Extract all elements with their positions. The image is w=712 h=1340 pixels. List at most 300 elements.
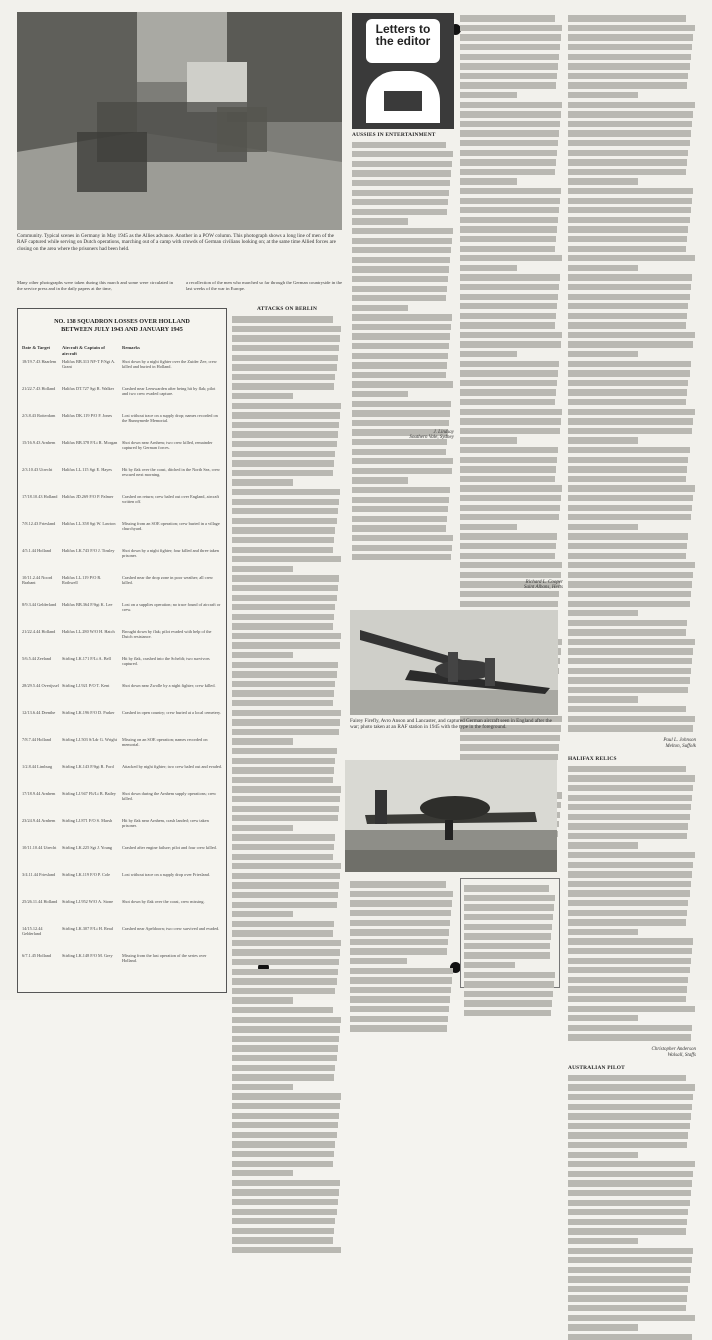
pow-photo-subtext-right: a recollection of the men who marched so far through the German countryside in the last weeks of the war in Europe.	[186, 280, 342, 292]
text-line	[568, 842, 638, 848]
text-line	[350, 968, 453, 974]
text-line	[352, 497, 449, 503]
text-line	[352, 372, 446, 378]
aircraft-photo-bottom	[345, 760, 557, 872]
text-line	[350, 958, 407, 964]
text-line	[460, 562, 562, 568]
text-line	[232, 1237, 333, 1243]
text-line	[352, 391, 408, 397]
text-line	[232, 345, 339, 351]
text-line	[352, 554, 451, 560]
text-line	[568, 938, 693, 944]
text-line	[232, 1132, 337, 1138]
table-cell-aircraft: Stirling LK.171 F/Lt A. Bell	[62, 656, 111, 661]
table-cell-remarks: Missing from the last operation of the series over Holland.	[122, 953, 207, 964]
text-line	[464, 885, 549, 891]
text-line	[460, 543, 556, 549]
text-line	[568, 1161, 695, 1167]
table-cell-date: 2/3.10.43 Utrecht	[22, 467, 53, 472]
text-line	[464, 924, 552, 930]
text-line	[350, 1006, 449, 1012]
text-line	[352, 305, 408, 311]
text-line	[460, 524, 517, 530]
text-line	[568, 361, 691, 367]
text-line	[568, 102, 695, 108]
table-cell-date: 21/22.4.44 Holland	[22, 629, 56, 634]
signature-cooper-name: Richard L. Cooper	[525, 580, 563, 585]
text-line	[460, 34, 561, 40]
text-line	[460, 294, 558, 300]
table-title-line-1: NO. 138 SQUADRON LOSSES OVER HOLLAND	[54, 318, 190, 325]
letters-column-a	[352, 132, 454, 602]
letters-logo-text: Letters to the editor	[366, 19, 440, 63]
text-line	[232, 1055, 337, 1061]
text-line	[568, 1104, 692, 1110]
text-line	[568, 658, 692, 664]
aircraft-photo-caption: Fairey Firefly, Avro Anson and Lancaster, and captured German aircraft seen in England after the war; photo taken at an RAF station in 1945 with the type in the foreground.	[350, 718, 552, 731]
text-line	[568, 572, 693, 578]
text-line	[568, 996, 686, 1002]
table-cell-date: 15/16.9.43 Arnhem	[22, 440, 56, 445]
text-line	[460, 744, 559, 750]
text-line	[232, 1170, 293, 1176]
table-cell-date: 25/26.11.44 Holland	[22, 899, 58, 904]
twin-engine-aircraft-image	[350, 610, 558, 715]
text-line	[460, 246, 555, 252]
text-line	[232, 1084, 293, 1090]
text-line	[568, 255, 695, 261]
text-line	[232, 758, 335, 764]
text-line	[352, 228, 453, 234]
text-line	[460, 255, 562, 261]
text-line	[232, 1045, 338, 1051]
text-line	[232, 547, 333, 553]
text-line	[232, 556, 341, 562]
table-cell-date: 10/11.2.44 Noord Brabant	[22, 575, 53, 586]
text-line	[460, 73, 557, 79]
text-line	[232, 335, 340, 341]
text-line	[568, 226, 688, 232]
text-line	[568, 313, 687, 319]
text-line	[568, 833, 687, 839]
text-line	[232, 575, 339, 581]
table-cell-aircraft: Stirling LK.196 F/O D. Parker	[62, 710, 115, 715]
text-line	[460, 92, 517, 98]
australian-pilot-body	[568, 1075, 696, 1340]
signature-johnson-name: Paul L. Johnson	[663, 737, 696, 743]
table-cell-remarks: Crashed in open country; crew buried at a local cemetery.	[122, 710, 221, 715]
text-line	[350, 996, 450, 1002]
text-line	[352, 516, 447, 522]
text-line	[460, 409, 562, 415]
text-line	[232, 412, 340, 418]
text-line	[568, 351, 638, 357]
table-cell-aircraft: Stirling LJ.947 Flt/Lt B. Bailey	[62, 791, 116, 796]
text-line	[232, 623, 333, 629]
text-line	[568, 495, 693, 501]
letters-bottom-centre-right	[460, 878, 560, 988]
text-line	[568, 121, 692, 127]
text-line	[568, 890, 690, 896]
text-line	[460, 265, 517, 271]
text-line	[568, 862, 693, 868]
text-line	[460, 572, 561, 578]
text-line	[568, 54, 691, 60]
text-line	[350, 948, 447, 954]
text-line	[460, 591, 559, 597]
text-line	[568, 1025, 692, 1031]
text-line	[568, 44, 692, 50]
text-line	[568, 533, 688, 539]
text-line	[568, 284, 691, 290]
text-line	[232, 614, 334, 620]
table-cell-date: 17/18.10.43 Holland	[22, 494, 58, 499]
table-cell-aircraft: Stirling LJ.921 P/O T. Kent	[62, 683, 110, 688]
text-line	[232, 422, 339, 428]
text-line	[232, 479, 293, 485]
text-line	[232, 796, 340, 802]
text-line	[568, 1015, 638, 1021]
table-cell-aircraft: Halifax DK.119 P/O F. Jones	[62, 413, 113, 418]
text-line	[460, 399, 555, 405]
table-cell-date: 23/24.9.44 Arnhem	[22, 818, 56, 823]
text-line	[232, 902, 337, 908]
middle-column-text	[232, 300, 342, 990]
text-line	[460, 495, 561, 501]
text-line	[350, 939, 448, 945]
text-line	[568, 629, 686, 635]
text-line	[568, 725, 693, 731]
table-cell-date: 4/5.1.44 Holland	[22, 548, 52, 553]
text-line	[352, 525, 446, 531]
text-line	[232, 997, 293, 1003]
letters-bottom-centre	[350, 878, 454, 988]
table-cell-remarks: Crashed after engine failure; pilot and four crew killed.	[122, 845, 217, 850]
text-line	[568, 553, 686, 559]
text-line	[568, 82, 687, 88]
text-line	[568, 246, 686, 252]
text-line	[568, 466, 687, 472]
text-line	[568, 150, 688, 156]
text-line	[568, 1190, 691, 1196]
attacks-on-berlin-body	[232, 316, 342, 1253]
text-line	[460, 25, 562, 31]
table-cell-remarks: Lost without trace on a supply drop; names recorded on the Runnymede Memorial.	[122, 413, 218, 424]
text-line	[232, 940, 341, 946]
text-line	[568, 1075, 686, 1081]
text-line	[568, 1286, 688, 1292]
table-cell-remarks: Missing on an SOE operation; names recorded on memorial.	[122, 737, 208, 748]
text-line	[232, 930, 333, 936]
text-line	[568, 73, 688, 79]
text-line	[232, 460, 334, 466]
text-line	[352, 218, 408, 224]
pow-column-photo-image	[17, 12, 342, 230]
text-line	[568, 1209, 688, 1215]
text-line	[568, 871, 692, 877]
text-line	[460, 130, 559, 136]
text-line	[464, 991, 553, 997]
text-line	[460, 44, 560, 50]
text-line	[352, 333, 450, 339]
mailbox-slot-icon	[384, 91, 422, 111]
text-line	[568, 977, 688, 983]
table-title-line-2: BETWEEN JULY 1943 AND JANUARY 1945	[61, 326, 183, 333]
text-line	[568, 332, 695, 338]
text-line	[464, 962, 515, 968]
text-line	[568, 140, 690, 146]
text-line	[464, 914, 553, 920]
text-line	[232, 949, 340, 955]
text-line	[350, 910, 451, 916]
text-line	[460, 505, 560, 511]
text-line	[568, 706, 686, 712]
text-line	[568, 265, 638, 271]
text-line	[568, 1152, 638, 1158]
text-line	[568, 814, 690, 820]
text-line	[350, 977, 452, 983]
text-line	[232, 738, 293, 744]
text-line	[232, 1189, 339, 1195]
text-line	[460, 159, 556, 165]
text-line	[568, 274, 692, 280]
text-line	[568, 1180, 692, 1186]
signature-cooper	[460, 580, 563, 590]
text-line	[460, 322, 555, 328]
text-line	[352, 410, 450, 416]
text-line	[568, 476, 686, 482]
text-line	[232, 1113, 339, 1119]
text-line	[568, 217, 690, 223]
text-line	[232, 1161, 333, 1167]
text-line	[232, 316, 333, 322]
text-line	[464, 972, 555, 978]
text-line	[232, 719, 340, 725]
text-line	[568, 322, 686, 328]
text-line	[350, 1025, 447, 1031]
text-line	[568, 92, 638, 98]
text-line	[232, 1026, 340, 1032]
text-line	[460, 437, 517, 443]
text-line	[460, 313, 556, 319]
text-line	[568, 677, 690, 683]
text-line	[568, 919, 686, 925]
text-line	[568, 1200, 690, 1206]
letters-bottom-centre-body	[350, 881, 454, 1031]
signature-lindsay-place: Southern Vale, Sydney	[409, 435, 454, 440]
text-line	[232, 988, 335, 994]
text-line	[232, 806, 339, 812]
text-line	[232, 326, 341, 332]
text-line	[352, 180, 450, 186]
text-line	[568, 428, 692, 434]
text-line	[568, 1006, 695, 1012]
text-line	[568, 1305, 686, 1311]
table-cell-aircraft: Stirling LK.143 F/Sgt R. Ford	[62, 764, 114, 769]
text-line	[232, 1151, 334, 1157]
australian-pilot-heading: AUSTRALIAN PILOT	[568, 1065, 625, 1072]
text-line	[232, 1036, 339, 1042]
text-line	[460, 389, 556, 395]
text-line	[352, 142, 446, 148]
text-line	[232, 470, 333, 476]
text-line	[460, 533, 557, 539]
text-line	[232, 662, 338, 668]
text-line	[352, 314, 452, 320]
text-line	[568, 1034, 691, 1040]
table-cell-aircraft: Halifax DT.727 Sgt R. Walker	[62, 386, 115, 391]
text-line	[232, 911, 293, 917]
text-line	[352, 362, 447, 368]
table-cell-date: 28/29.5.44 Overijssel	[22, 683, 59, 688]
text-line	[350, 900, 452, 906]
text-line	[568, 1334, 692, 1340]
text-line	[232, 681, 335, 687]
text-line	[232, 604, 335, 610]
table-cell-date: 12/13.6.44 Drenthe	[22, 710, 56, 715]
text-line	[568, 1171, 693, 1177]
text-line	[568, 303, 688, 309]
text-line	[460, 82, 556, 88]
text-line	[568, 25, 695, 31]
table-cell-date: 17/18.9.44 Arnhem	[22, 791, 56, 796]
text-line	[568, 639, 695, 645]
table-cell-date: 7/8.12.43 Friesland	[22, 521, 56, 526]
table-cell-date: 10/11.10.44 Utrecht	[22, 845, 57, 850]
text-line	[464, 933, 551, 939]
text-line	[232, 1218, 335, 1224]
text-line	[232, 451, 335, 457]
text-line	[568, 696, 638, 702]
signature-anderson-place: Walsall, Staffs	[667, 1052, 696, 1058]
text-line	[460, 601, 558, 607]
text-line	[232, 1247, 341, 1253]
text-line	[232, 700, 333, 706]
text-line	[352, 190, 449, 196]
text-line	[232, 642, 340, 648]
text-line	[232, 383, 334, 389]
bomber-aircraft-image	[345, 760, 557, 872]
table-cell-remarks: Shot down by a night fighter; four killed and three taken prisoner.	[122, 548, 219, 559]
text-line	[568, 380, 688, 386]
text-line	[568, 188, 693, 194]
text-line	[568, 236, 687, 242]
text-line	[352, 266, 449, 272]
text-line	[352, 295, 446, 301]
text-line	[352, 151, 453, 157]
text-line	[352, 353, 448, 359]
text-line	[460, 735, 560, 741]
table-cell-aircraft: Halifax LL.119 P/O R. Rothwell	[62, 575, 102, 586]
text-line	[464, 1010, 551, 1016]
text-line	[460, 121, 560, 127]
attacks-on-berlin-heading: ATTACKS ON BERLIN	[256, 306, 318, 312]
text-line	[352, 458, 453, 464]
text-line	[460, 236, 556, 242]
text-line	[352, 477, 408, 483]
text-line	[568, 63, 690, 69]
text-line	[352, 535, 453, 541]
text-line	[460, 485, 562, 491]
text-line	[352, 324, 451, 330]
pow-photo-subtext-left: Many other photographs were taken during this march and some were circulated in the service press and in the daily papers at the time,	[17, 280, 173, 292]
text-line	[568, 178, 638, 184]
text-line	[460, 169, 555, 175]
text-line	[232, 374, 335, 380]
text-line	[232, 355, 338, 361]
text-line	[568, 1324, 638, 1330]
text-line	[568, 169, 686, 175]
text-line	[232, 1122, 338, 1128]
text-line	[232, 441, 337, 447]
text-line	[352, 161, 452, 167]
text-line	[460, 63, 558, 69]
text-line	[232, 489, 340, 495]
aircraft-photo-top	[350, 610, 558, 715]
text-line	[568, 785, 693, 791]
text-line	[352, 545, 452, 551]
text-line	[232, 499, 339, 505]
text-line	[568, 910, 687, 916]
text-line	[232, 969, 338, 975]
signature-lindsay	[352, 430, 454, 440]
text-line	[568, 958, 691, 964]
text-line	[232, 1065, 335, 1071]
text-line	[464, 1000, 552, 1006]
text-line	[460, 54, 559, 60]
text-line	[350, 929, 449, 935]
letters-column-right	[568, 12, 696, 1072]
text-line	[352, 257, 450, 263]
table-cell-remarks: Shot down by a night fighter over the Zuider Zee, crew killed and buried in Holland.	[122, 359, 217, 370]
text-line	[460, 15, 555, 21]
text-line	[568, 668, 691, 674]
text-line	[232, 527, 335, 533]
text-line	[568, 130, 691, 136]
signature-anderson-name: Christopher Anderson	[651, 1046, 696, 1052]
text-line	[352, 468, 452, 474]
text-line	[568, 1219, 687, 1225]
table-cell-aircraft: Stirling LK.307 F/Lt H. Read	[62, 926, 113, 931]
text-line	[568, 409, 695, 415]
text-line	[460, 150, 557, 156]
table-cell-date: 21/22.7.43 Holland	[22, 386, 56, 391]
text-line	[568, 1228, 686, 1234]
table-cell-remarks: Shot down during the Arnhem supply operations; crew killed.	[122, 791, 217, 802]
text-line	[460, 370, 558, 376]
text-line	[568, 505, 692, 511]
text-line	[568, 1084, 695, 1090]
signature-johnson	[568, 738, 696, 751]
text-line	[352, 276, 448, 282]
letters-bottom-centre-right-body	[464, 885, 556, 1016]
table-header-aircraft: Aircraft & Captain of aircraft	[62, 345, 105, 356]
text-line	[568, 1094, 693, 1100]
text-line	[568, 1132, 688, 1138]
table-cell-remarks: Attacked by night fighter; two crew baled out and evaded.	[122, 764, 222, 769]
table-cell-date: 14/15.12.44 Gelderland	[22, 926, 43, 937]
text-line	[464, 981, 554, 987]
text-line	[568, 1295, 687, 1301]
text-line	[232, 873, 340, 879]
signature-anderson	[568, 1047, 696, 1060]
text-line	[232, 825, 293, 831]
text-line	[352, 343, 449, 349]
text-line	[460, 207, 559, 213]
text-line	[232, 1017, 341, 1023]
table-cell-date: 3/4.11.44 Friesland	[22, 872, 56, 877]
table-cell-remarks: Hit by flak near Arnhem, crash landed; crew taken prisoner.	[122, 818, 209, 829]
